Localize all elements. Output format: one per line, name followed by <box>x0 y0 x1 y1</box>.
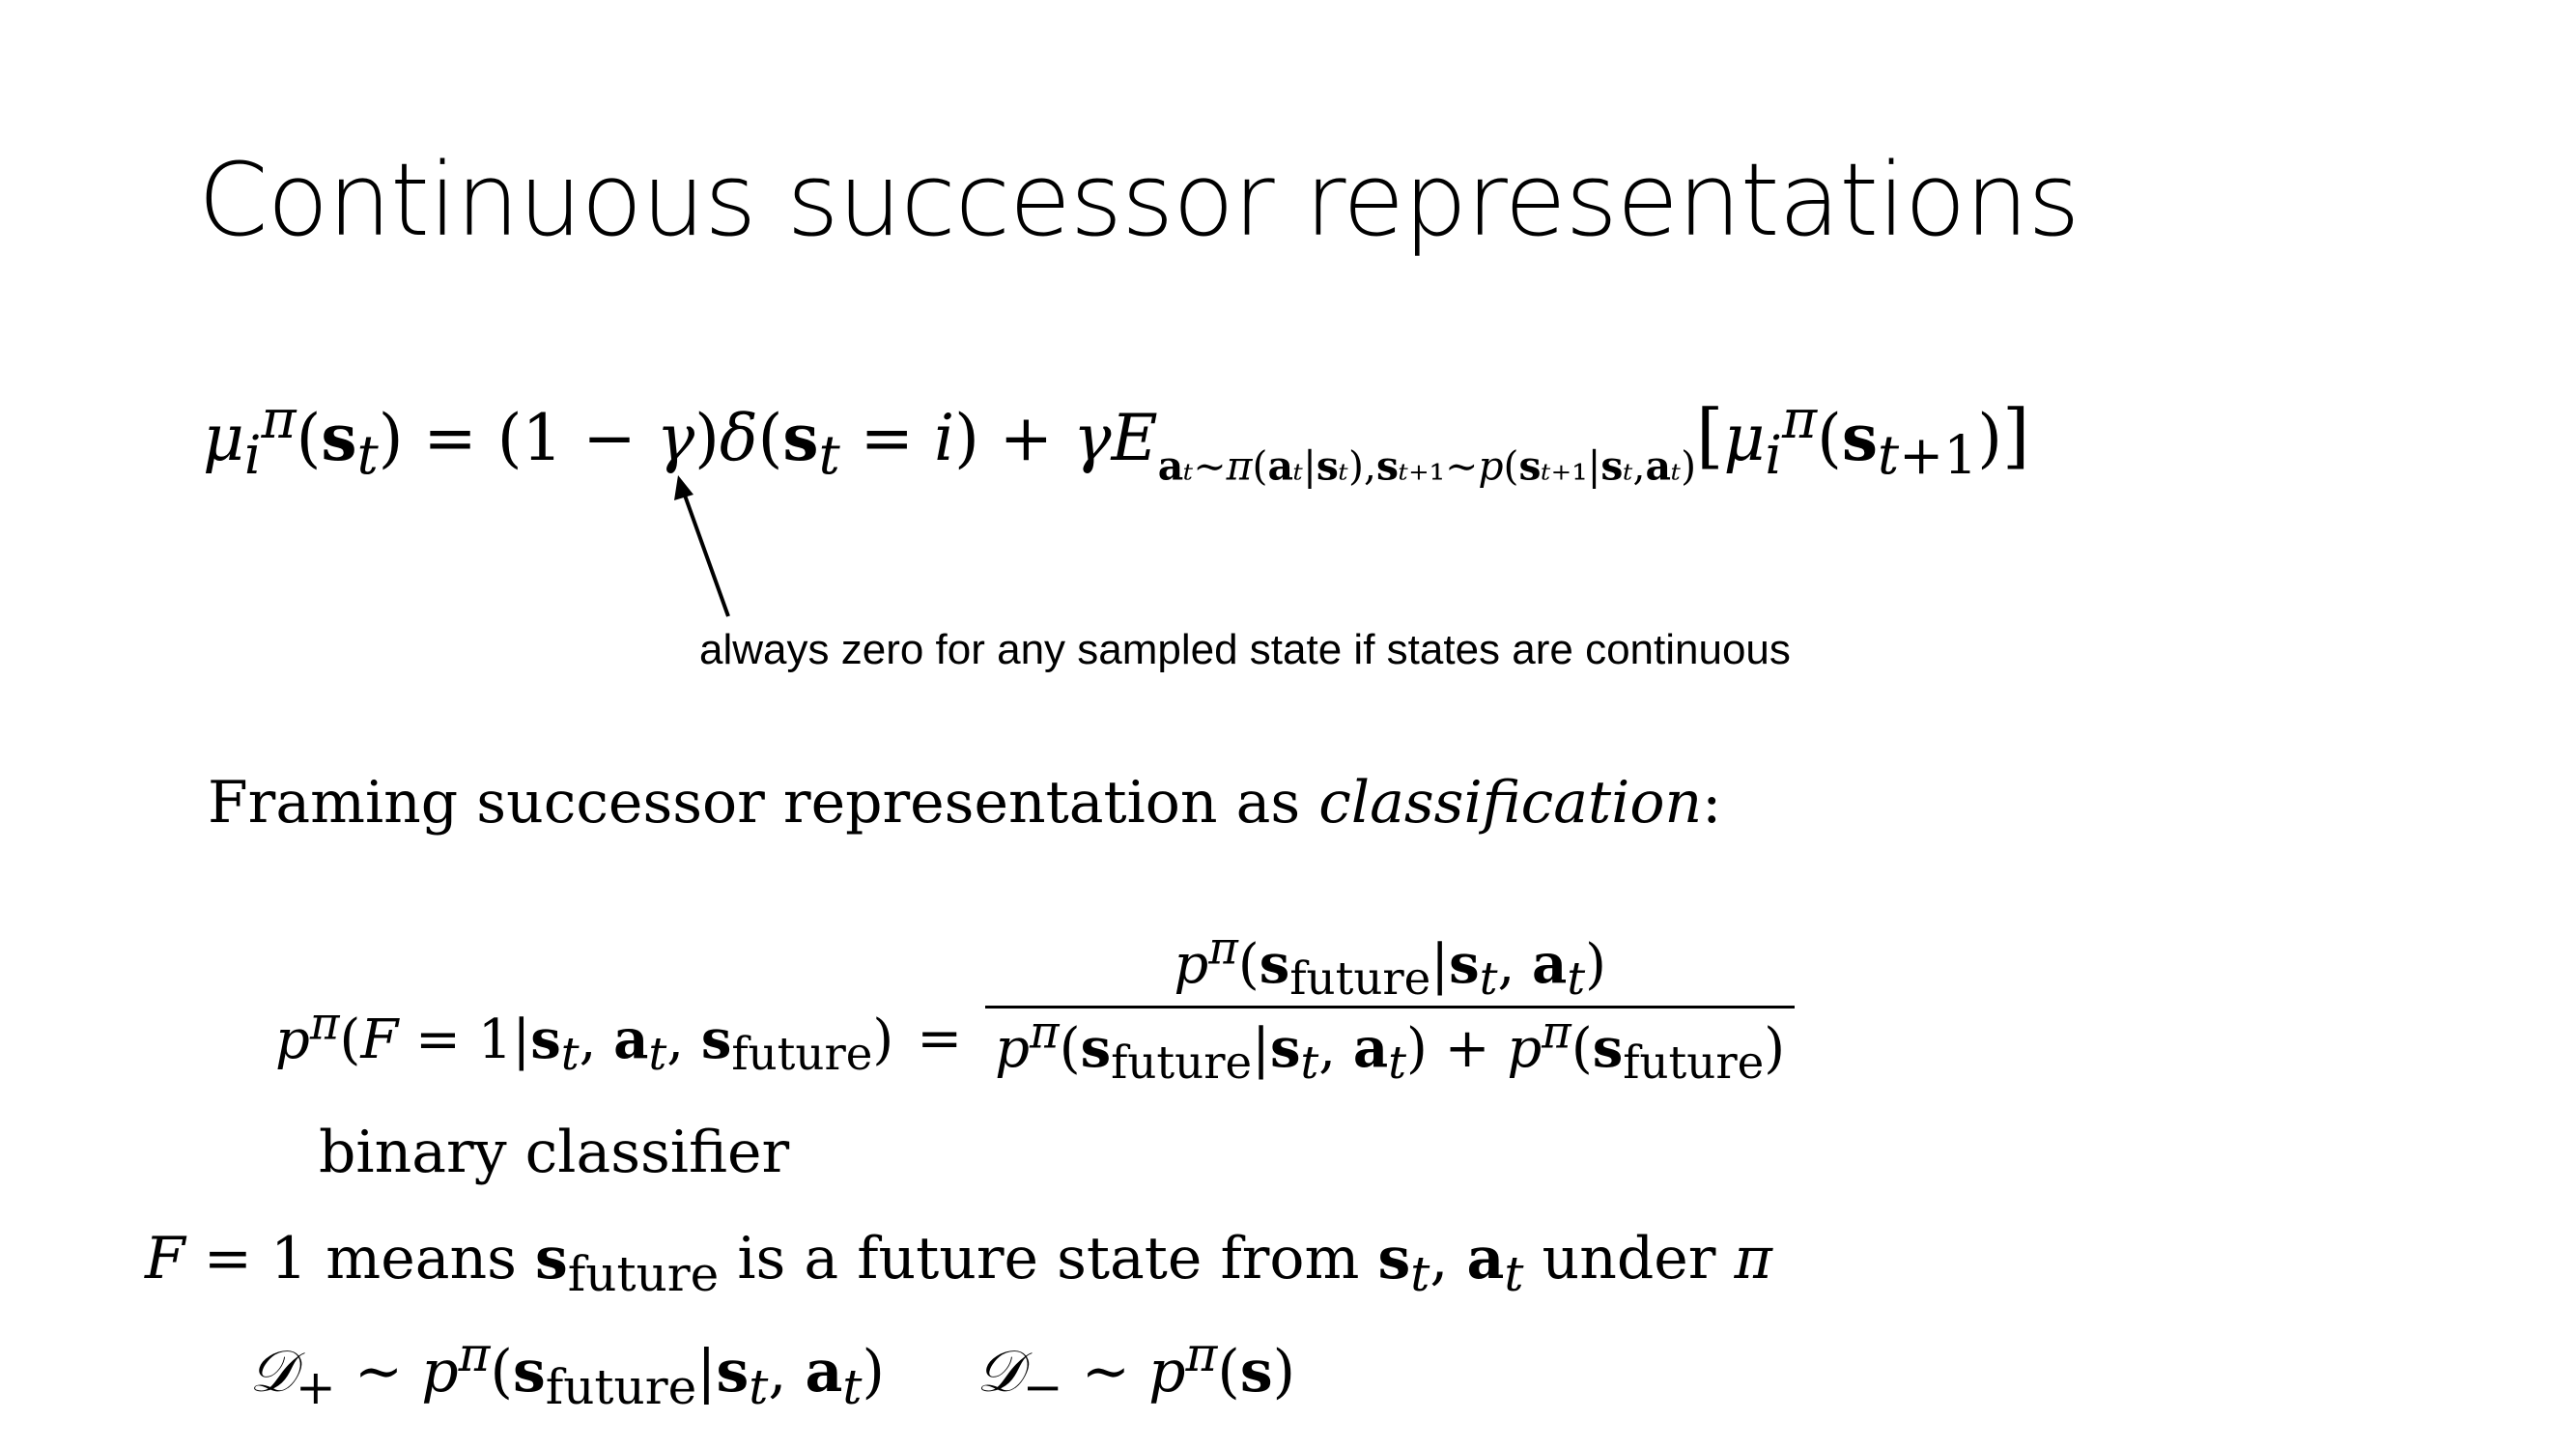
annotation-arrow <box>666 473 734 628</box>
under-word: under <box>1523 1225 1735 1293</box>
framing-text: Framing successor representation as <box>208 769 1301 837</box>
slide-title: Continuous successor representations <box>198 141 2080 259</box>
annotation-text: always zero for any sampled state if states are continuous <box>699 626 1791 673</box>
future-state-text: is a future state from <box>719 1225 1378 1293</box>
binary-classifier-label: binary classifier <box>319 1119 790 1186</box>
successor-equation: $\mu_i^\pi(s_t) = (1 - \gamma)\delta(s_t = i) + \gamma E_{a_t\sim\pi(a_t|s_t),s_{t+1}\sim p(s_{t+1}|s_t,a_t)}[\mu_i^\pi(s_{t+1})]$ <box>203 388 2030 490</box>
framing-colon: : <box>1702 769 1722 837</box>
classification-equation: $p^\pi(F = 1|s_t$, $a_t$, $s_{future}$) = $\frac{p^\pi(s_{future}|s_t, a_t)}{p^\pi(s_{future}|s_t, a_t) + p^\pi(s_{future})}$ <box>275 932 1795 1080</box>
meaning-line: F = 1 means $s_{future}$ is a future state from $s_t$, $a_t$ under π <box>145 1225 1772 1302</box>
framing-line <box>208 769 1721 837</box>
framing-emphasis: classification <box>1318 769 1703 837</box>
fraction: $\frac{p^\pi(s_{future}|s_t, a_t)}{p^\pi(s_{future}|s_t, a_t) + p^\pi(s_{future})}$ <box>985 932 1795 1080</box>
dataset-definitions: 𝒟$_+$ ∼ $p^\pi(s_{future}|s_t$, $a_t$) 𝒟$_-$ ∼ $p^\pi(s)$ <box>249 1326 1296 1415</box>
means-word: means <box>307 1225 535 1293</box>
